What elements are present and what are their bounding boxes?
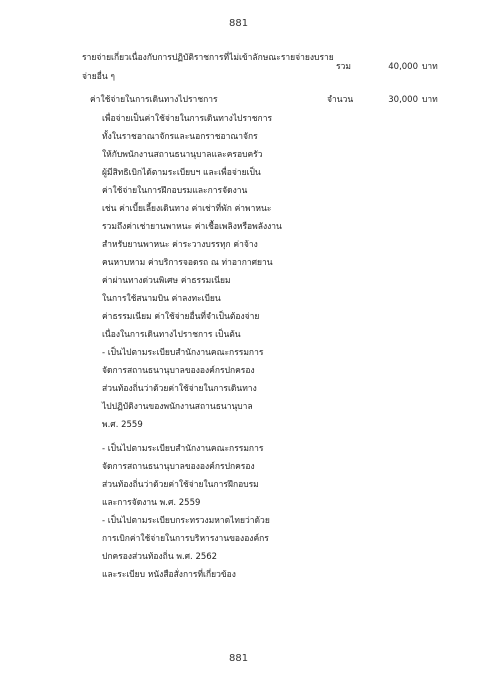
description-line: ปกครองส่วนท้องถิ่น พ.ศ. 2562	[102, 552, 218, 562]
row-label-amount: จำนวน	[327, 95, 354, 105]
description-line: ผู้มีสิทธิเบิกได้ตามระเบียบฯ และเพื่อจ่ายเป็น	[102, 168, 261, 178]
description-line: ส่วนท้องถิ่นว่าด้วยค่าใช้จ่ายในการฝึกอบรม	[102, 480, 259, 490]
row-label-total: รวม	[336, 62, 351, 72]
description-line: ส่วนท้องถิ่นว่าด้วยค่าใช้จ่ายในการเดินทาง	[102, 384, 257, 394]
description-line: คนหาบหาม ค่าบริการจอดรถ ณ ท่าอากาศยาน	[102, 258, 273, 268]
description-line: รวมถึงค่าเช่ายานพาหนะ ค่าเชื้อเพลิงหรือพลังงาน	[102, 222, 282, 232]
description-line: ให้กับพนักงานสถานธนานุบาลและครอบครัว	[102, 150, 263, 160]
description-line: - เป็นไปตามระเบียบสำนักงานคณะกรรมการ	[102, 444, 264, 454]
description-line: จัดการสถานธนานุบาลขององค์กรปกครอง	[102, 366, 255, 376]
description-line: การเบิกค่าใช้จ่ายในการบริหารงานขององค์กร	[102, 534, 269, 544]
row-title-line: จ่ายอื่น ๆ	[82, 72, 115, 82]
description-line: และการจัดงาน พ.ศ. 2559	[102, 498, 201, 508]
description-line: - เป็นไปตามระเบียบสำนักงานคณะกรรมการ	[102, 348, 264, 358]
row-title-line: รายจ่ายเกี่ยวเนื่องกับการปฏิบัติราชการที่ไม่เข้าลักษณะรายจ่ายงบราย	[82, 53, 334, 63]
description-line: ค่าผ่านทางด่วนพิเศษ ค่าธรรมเนียม	[102, 276, 231, 286]
description-line: ค่าธรรมเนียม ค่าใช้จ่ายอื่นที่จำเป็นต้องจ่าย	[102, 312, 260, 322]
description-line: เพื่อจ่ายเป็นค่าใช้จ่ายในการเดินทางไปราชการ	[102, 114, 273, 124]
description-line: จัดการสถานธนานุบาลขององค์กรปกครอง	[102, 462, 255, 472]
row-amount: 40,000	[388, 62, 418, 72]
description-line: - เป็นไปตามระเบียบกระทรวงมหาดไทยว่าด้วย	[102, 516, 270, 526]
description-line: ทั้งในราชอาณาจักรและนอกราชอาณาจักร	[102, 132, 258, 142]
description-line: เช่น ค่าเบี้ยเลี้ยงเดินทาง ค่าเช่าที่พัก ค่าพาหนะ	[102, 204, 272, 214]
page-number-top: 881	[229, 18, 249, 29]
description-line: ในการใช้สนามบิน ค่าลงทะเบียน	[102, 294, 221, 304]
page-number-bottom: 881	[229, 653, 249, 664]
description-line: สำหรับยานพาหนะ ค่าระวางบรรทุก ค่าจ้าง	[102, 240, 258, 250]
description-line: และระเบียบ หนังสือสั่งการที่เกี่ยวข้อง	[102, 570, 236, 580]
description-line: พ.ศ. 2559	[102, 420, 143, 430]
row-title-line: ค่าใช้จ่ายในการเดินทางไปราชการ	[90, 95, 218, 105]
row-amount: 30,000	[388, 95, 418, 105]
description-line: ไปปฏิบัติงานของพนักงานสถานธนานุบาล	[102, 402, 253, 412]
row-unit: บาท	[422, 62, 438, 72]
description-line: ค่าใช้จ่ายในการฝึกอบรมและการจัดงาน	[102, 186, 248, 196]
description-line: เนื่องในการเดินทางไปราชการ เป็นต้น	[102, 330, 241, 340]
row-unit: บาท	[422, 95, 438, 105]
